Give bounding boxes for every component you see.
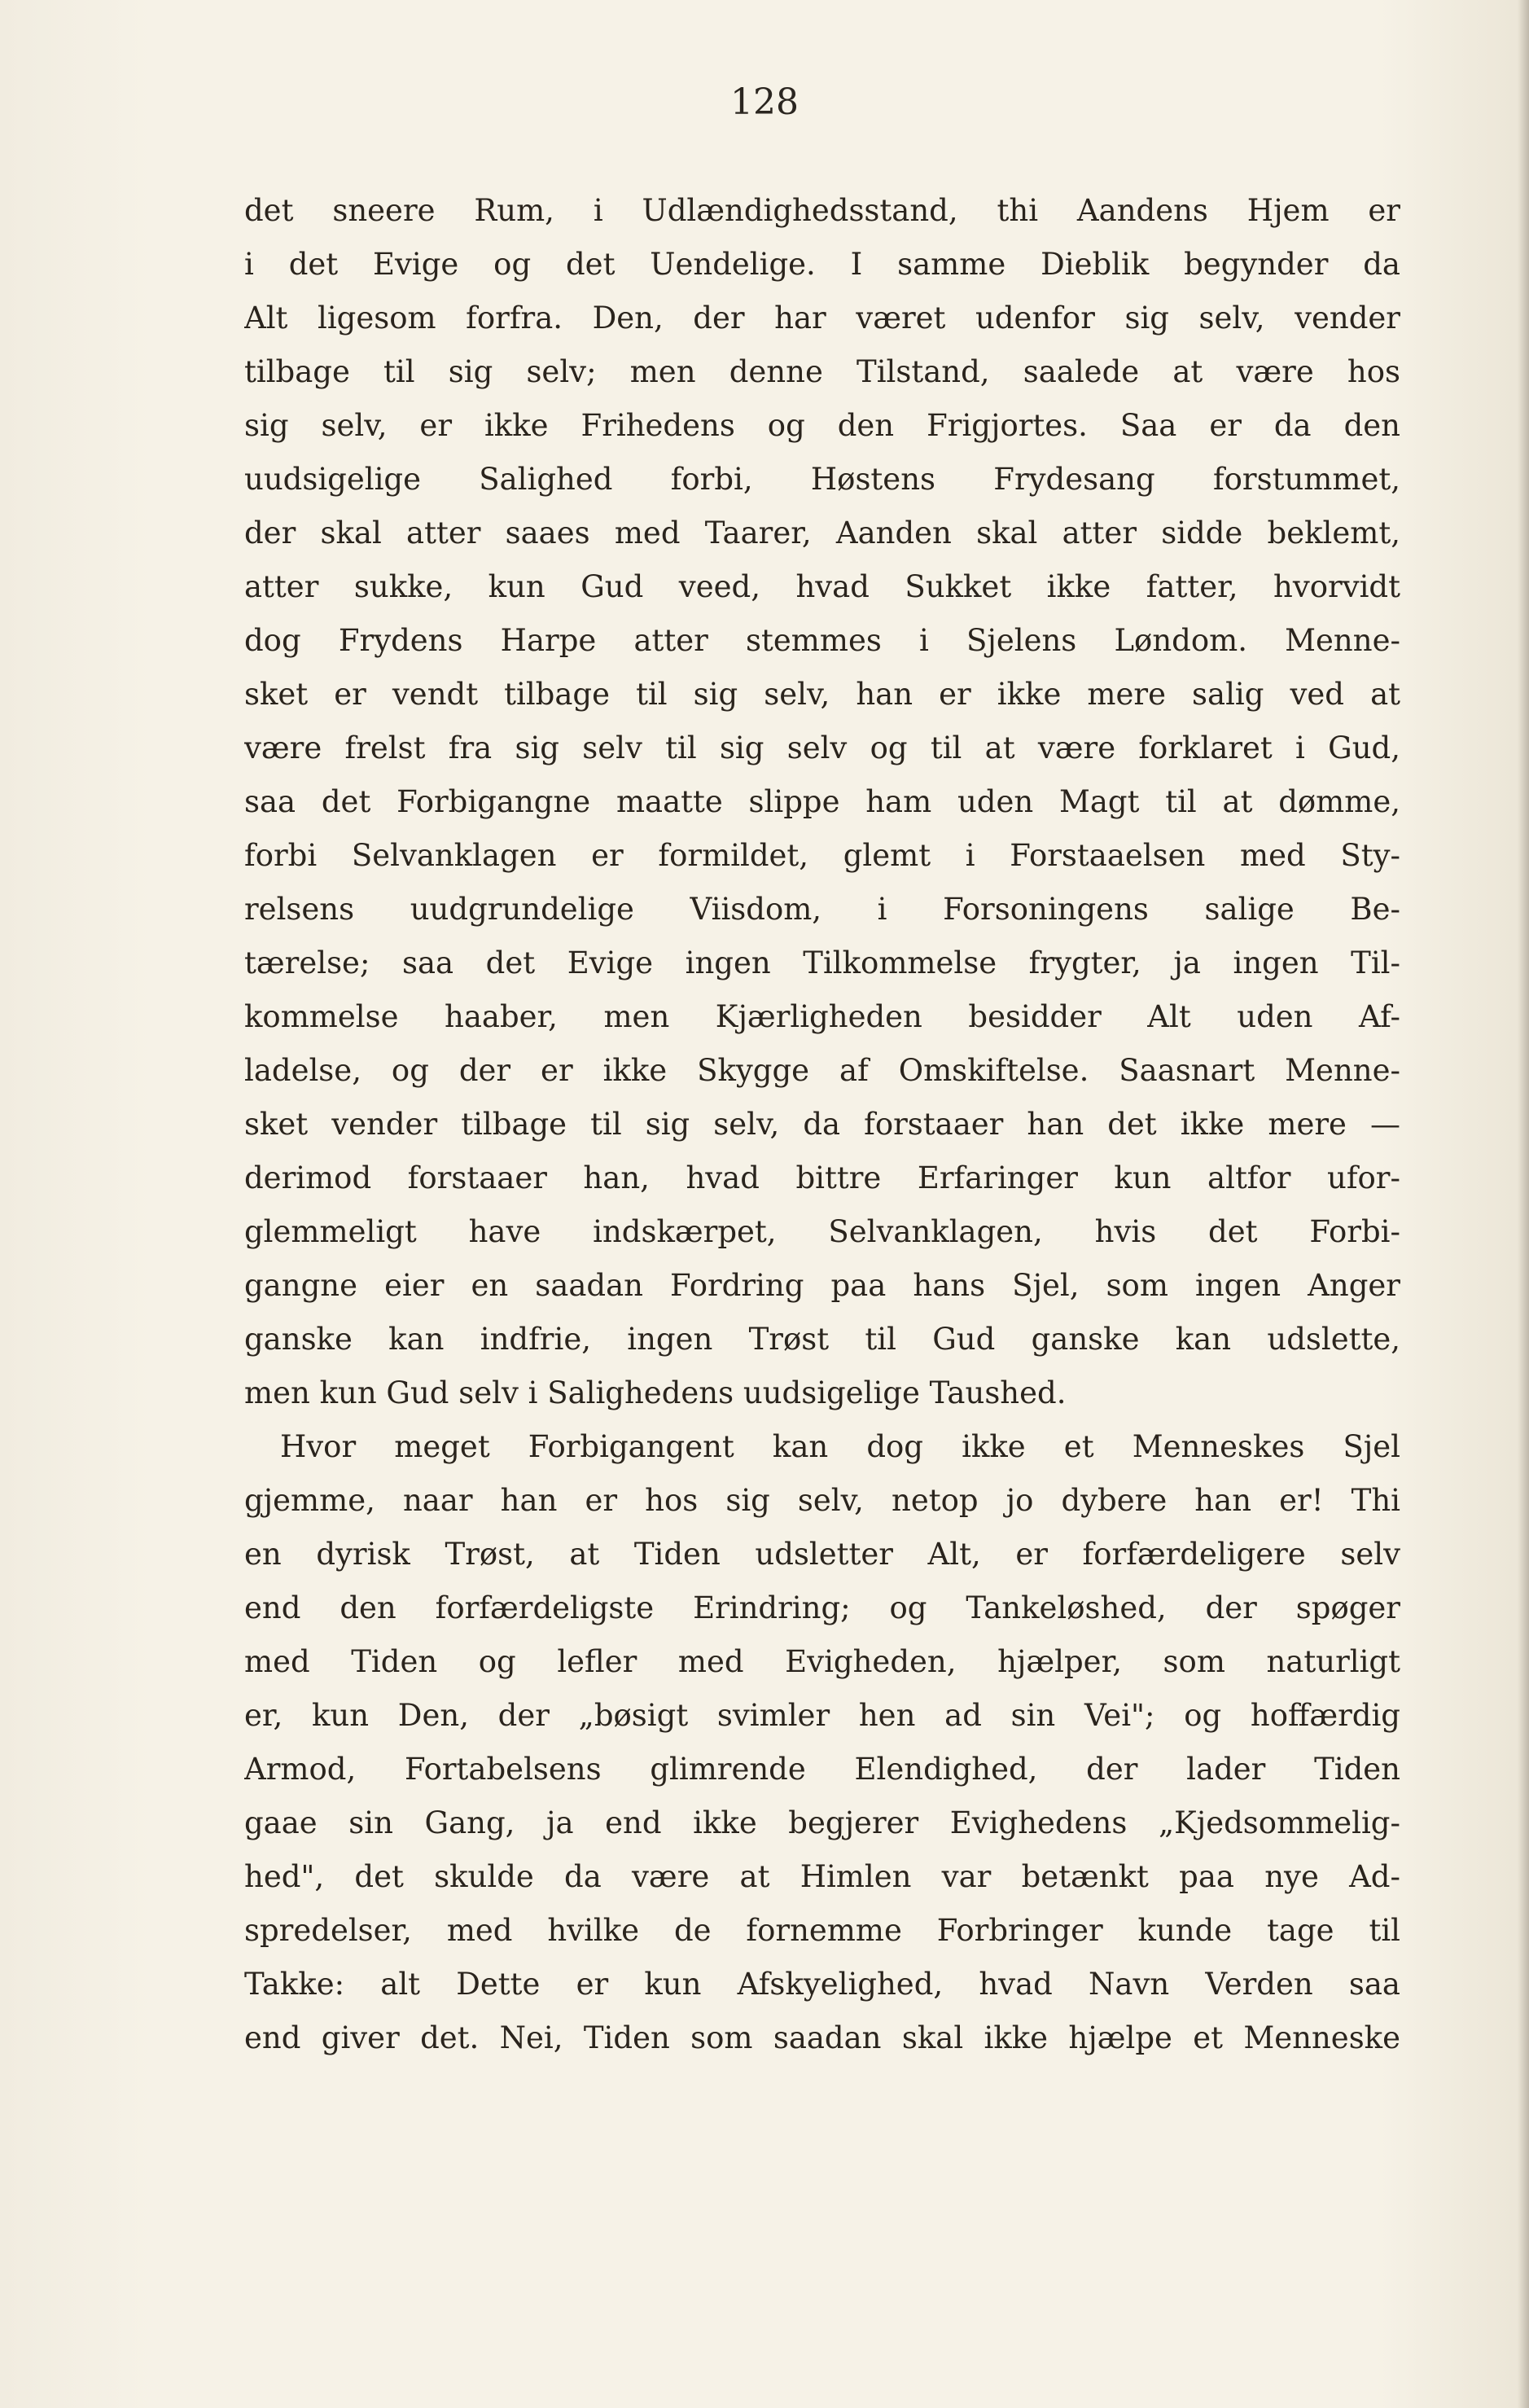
paragraph-first-line: Hvor meget Forbigangent kan dog ikke et Menneskes Sjel [280,1429,1400,1464]
text-line: end den forfærdeligste Erindring; og Tankeløshed, der spøger [244,1590,1400,1625]
text-line: saa det Forbigangne maatte slippe ham uden Magt til at dømme, [244,784,1400,819]
page-number: 128 [730,81,799,123]
text-line: i det Evige og det Uendelige. I samme Dieblik begynder da [244,247,1400,282]
text-line: atter sukke, kun Gud veed, hvad Sukket ikke fatter, hvorvidt [244,569,1400,604]
page-edge-shadow [1518,0,1529,2408]
paragraph-last-line: men kun Gud selv i Salighedens uudsigelige Taushed. [244,1375,1067,1410]
text-line: relsens uudgrundelige Viisdom, i Forsoningens salige Be- [244,892,1400,927]
text-line: sket er vendt tilbage til sig selv, han er ikke mere salig ved at [244,677,1400,712]
text-line: sket vender tilbage til sig selv, da forstaaer han det ikke mere — [244,1107,1400,1142]
text-line: ladelse, og der er ikke Skygge af Omskiftelse. Saasnart Menne- [244,1053,1400,1088]
text-line: Armod, Fortabelsens glimrende Elendighed, der lader Tiden [244,1752,1400,1787]
text-line: spredelser, med hvilke de fornemme Forbringer kunde tage til [244,1913,1400,1948]
text-line: være frelst fra sig selv til sig selv og til at være forklaret i Gud, [244,730,1400,765]
text-line: gangne eier en saadan Fordring paa hans Sjel, som ingen Anger [244,1268,1400,1303]
text-line: tilbage til sig selv; men denne Tilstand, saalede at være hos [244,354,1400,389]
text-line: dog Frydens Harpe atter stemmes i Sjelens Løndom. Menne- [244,623,1400,658]
text-line: er, kun Den, der „bøsigt svimler hen ad sin Vei"; og hoffærdig [244,1698,1400,1733]
text-line: Alt ligesom forfra. Den, der har været udenfor sig selv, vender [244,300,1400,336]
text-line: med Tiden og lefler med Evigheden, hjælper, som naturligt [244,1644,1400,1679]
text-line: end giver det. Nei, Tiden som saadan skal ikke hjælpe et Menneske [244,2020,1400,2055]
text-line: gjemme, naar han er hos sig selv, netop jo dybere han er! Thi [244,1483,1400,1518]
text-line: tærelse; saa det Evige ingen Tilkommelse frygter, ja ingen Til- [244,945,1400,980]
text-line: sig selv, er ikke Frihedens og den Frigjortes. Saa er da den [244,408,1400,443]
text-line: det sneere Rum, i Udlændighedsstand, thi Aandens Hjem er [244,193,1400,228]
text-line: ganske kan indfrie, ingen Trøst til Gud ganske kan udslette, [244,1322,1400,1357]
text-line: glemmeligt have indskærpet, Selvanklagen, hvis det Forbi- [244,1214,1400,1249]
text-line: gaae sin Gang, ja end ikke begjerer Evighedens „Kjedsommelig- [244,1805,1400,1840]
text-line: uudsigelige Salighed forbi, Høstens Frydesang forstummet, [244,462,1400,497]
text-line: en dyrisk Trøst, at Tiden udsletter Alt, er forfærdeligere selv [244,1537,1400,1572]
text-line: Takke: alt Dette er kun Afskyelighed, hvad Navn Verden saa [244,1967,1400,2002]
text-line: forbi Selvanklagen er formildet, glemt i Forstaaelsen med Sty- [244,838,1400,873]
text-line: kommelse haaber, men Kjærligheden besidder Alt uden Af- [244,999,1400,1034]
text-line: hed", det skulde da være at Himlen var betænkt paa nye Ad- [244,1859,1400,1894]
body-text [244,184,1400,2065]
text-line: derimod forstaaer han, hvad bittre Erfaringer kun altfor ufor- [244,1160,1400,1195]
text-line: der skal atter saaes med Taarer, Aanden skal atter sidde beklemt, [244,515,1400,550]
